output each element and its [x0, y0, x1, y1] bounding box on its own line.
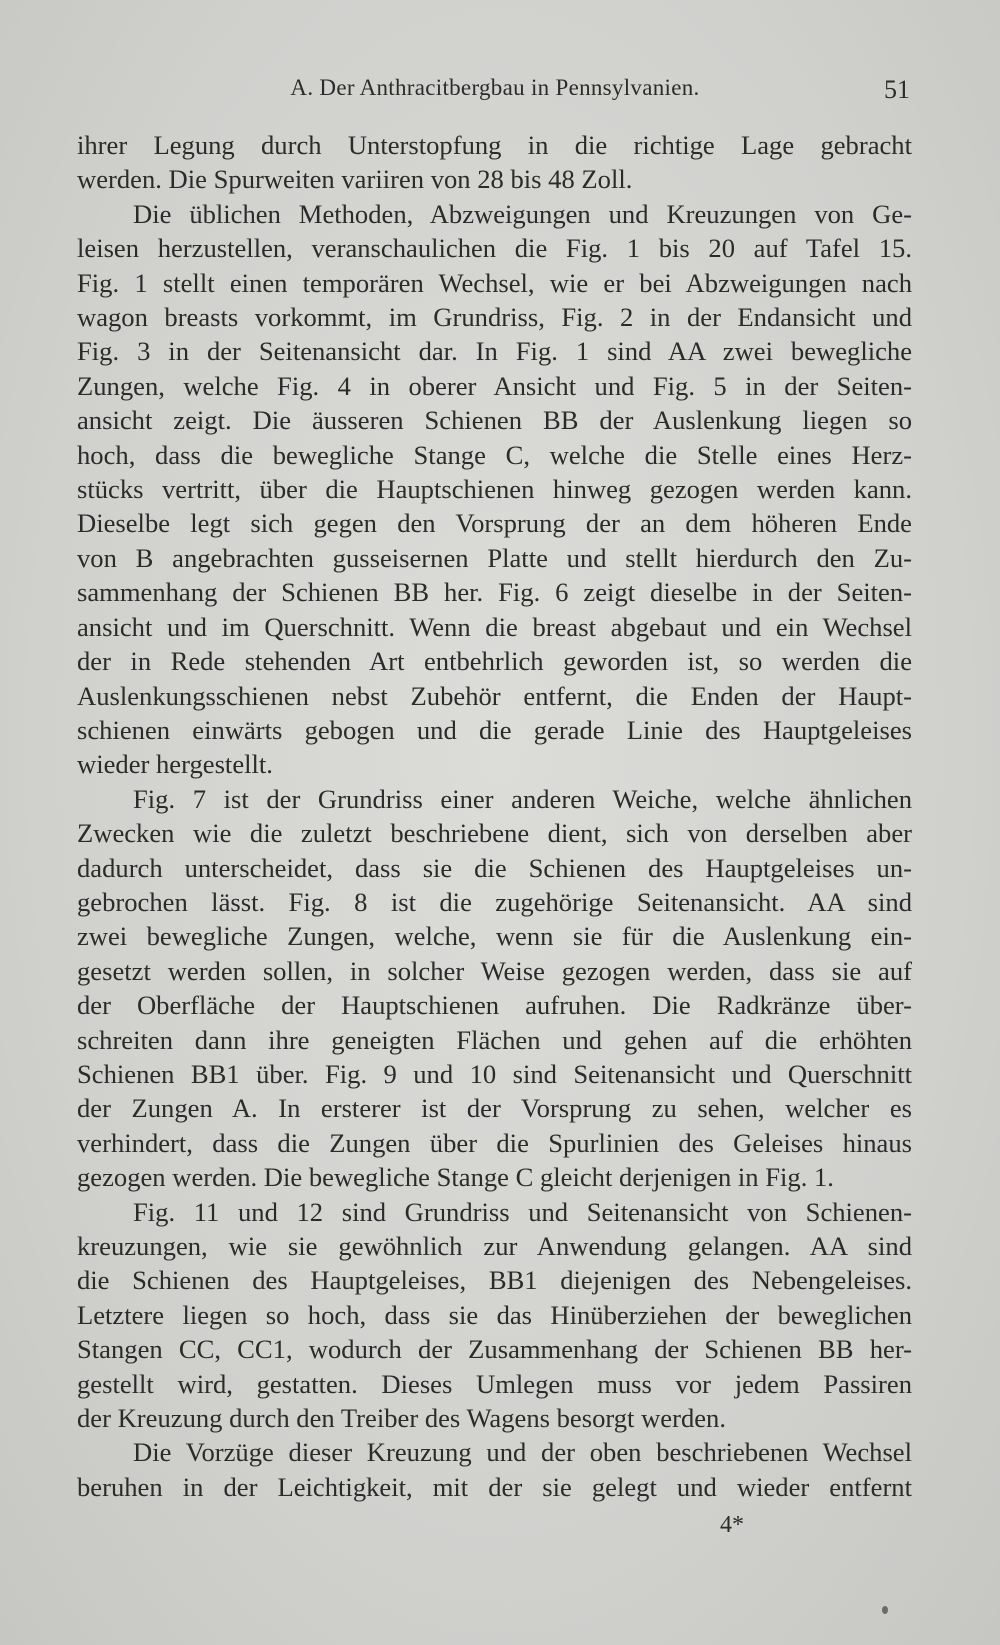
text-line: gezogen werden. Die bewegliche Stange C gleicht derjenigen in Fig. 1.: [77, 1162, 834, 1193]
text-line: die Schienen des Hauptgeleises, BB1 diejenigen des Nebengeleises.: [77, 1265, 912, 1296]
text-line: kreuzungen, wie sie gewöhnlich zur Anwendung gelangen. AA sind: [77, 1231, 912, 1261]
text-line: hoch, dass die bewegliche Stange C, welche die Stelle eines Herz-: [77, 439, 912, 470]
text-line: von B angebrachten gusseisernen Platte und stellt hierdurch den Zu-: [77, 542, 912, 573]
text-line: Stangen CC, CC1, wodurch der Zusammenhang der Schienen BB her-: [77, 1334, 912, 1365]
text-line: dadurch unterscheidet, dass sie die Schienen des Hauptgeleises un-: [77, 852, 912, 883]
page-number: 51: [884, 75, 910, 104]
text-line: Fig. 7 ist der Grundriss einer anderen Weiche, welche ähnlichen: [133, 783, 912, 814]
text-line: Letztere liegen so hoch, dass sie das Hinüberziehen der beweglichen: [77, 1299, 912, 1330]
text-line: der Oberfläche der Hauptschienen aufruhen. Die Radkränze über-: [77, 990, 912, 1021]
text-line: Fig. 1 stellt einen temporären Wechsel, wie er bei Abzweigungen nach: [77, 267, 912, 298]
text-line: Zwecken wie die zuletzt beschriebene dient, sich von derselben aber: [77, 818, 912, 849]
text-line: beruhen in der Leichtigkeit, mit der sie gelegt und wieder entfernt: [77, 1471, 912, 1502]
text-line: der Zungen A. In ersterer ist der Vorsprung zu sehen, welcher es: [77, 1093, 912, 1124]
text-line: schienen einwärts gebogen und die gerade Linie des Hauptgeleises: [77, 714, 912, 745]
text-line: Fig. 11 und 12 sind Grundriss und Seitenansicht von Schienen-: [133, 1196, 912, 1227]
text-line: Die Vorzüge dieser Kreuzung und der oben beschriebenen Wechsel: [133, 1437, 912, 1468]
text-line: Schienen BB1 über. Fig. 9 und 10 sind Seitenansicht und Querschnitt: [77, 1058, 912, 1089]
text-line: der Kreuzung durch den Treiber des Wagens besorgt werden.: [77, 1403, 726, 1434]
paragraph-2: [77, 197, 912, 782]
paragraph-4: [77, 1195, 912, 1436]
text-line: stücks vertritt, über die Hauptschienen hinweg gezogen werden kann.: [77, 474, 912, 505]
text-line: gesetzt werden sollen, in solcher Weise gezogen werden, dass sie auf: [77, 955, 912, 986]
text-line: schreiten dann ihre geneigten Flächen und gehen auf die erhöhten: [77, 1024, 912, 1055]
signature-mark: 4*: [720, 1512, 744, 1538]
text-line: ihrer Legung durch Unterstopfung in die richtige Lage gebracht: [77, 130, 912, 160]
text-line: der in Rede stehenden Art entbehrlich geworden ist, so werden die: [77, 646, 912, 677]
text-line: verhindert, dass die Zungen über die Spurlinien des Geleises hinaus: [77, 1127, 912, 1158]
body-text: [77, 128, 912, 1504]
text-line: leisen herzustellen, veranschaulichen die Fig. 1 bis 20 auf Tafel 15.: [77, 233, 912, 264]
text-line: werden. Die Spurweiten variiren von 28 bis 48 Zoll.: [77, 164, 633, 195]
text-line: Fig. 3 in der Seitenansicht dar. In Fig. 1 sind AA zwei bewegliche: [77, 336, 912, 367]
text-line: Die üblichen Methoden, Abzweigungen und Kreuzungen von Ge-: [133, 198, 912, 229]
text-line: sammenhang der Schienen BB her. Fig. 6 zeigt dieselbe in der Seiten-: [77, 577, 912, 608]
text-line: wieder hergestellt.: [77, 749, 273, 780]
paragraph-5: [77, 1435, 912, 1504]
text-line: zwei bewegliche Zungen, welche, wenn sie für die Auslenkung ein-: [77, 921, 912, 952]
paragraph-1: [77, 128, 912, 197]
running-title: A. Der Anthracitbergbau in Pennsylvanien.: [290, 75, 700, 100]
text-line: ansicht zeigt. Die äusseren Schienen BB der Auslenkung liegen so: [77, 405, 912, 436]
text-line: Zungen, welche Fig. 4 in oberer Ansicht und Fig. 5 in der Seiten-: [77, 370, 912, 401]
text-line: Auslenkungsschienen nebst Zubehör entfernt, die Enden der Haupt-: [77, 680, 912, 711]
text-line: Dieselbe legt sich gegen den Vorsprung der an dem höheren Ende: [77, 508, 912, 539]
paragraph-3: [77, 782, 912, 1195]
text-line: ansicht und im Querschnitt. Wenn die breast abgebaut und ein Wechsel: [77, 611, 912, 642]
page-header: [80, 75, 910, 109]
text-line: wagon breasts vorkommt, im Grundriss, Fig. 2 in der Endansicht und: [77, 302, 912, 333]
text-line: gestellt wird, gestatten. Dieses Umlegen muss vor jedem Passiren: [77, 1368, 912, 1399]
text-line: gebrochen lässt. Fig. 8 ist die zugehörige Seitenansicht. AA sind: [77, 886, 912, 917]
paper-speck: [882, 1606, 888, 1614]
